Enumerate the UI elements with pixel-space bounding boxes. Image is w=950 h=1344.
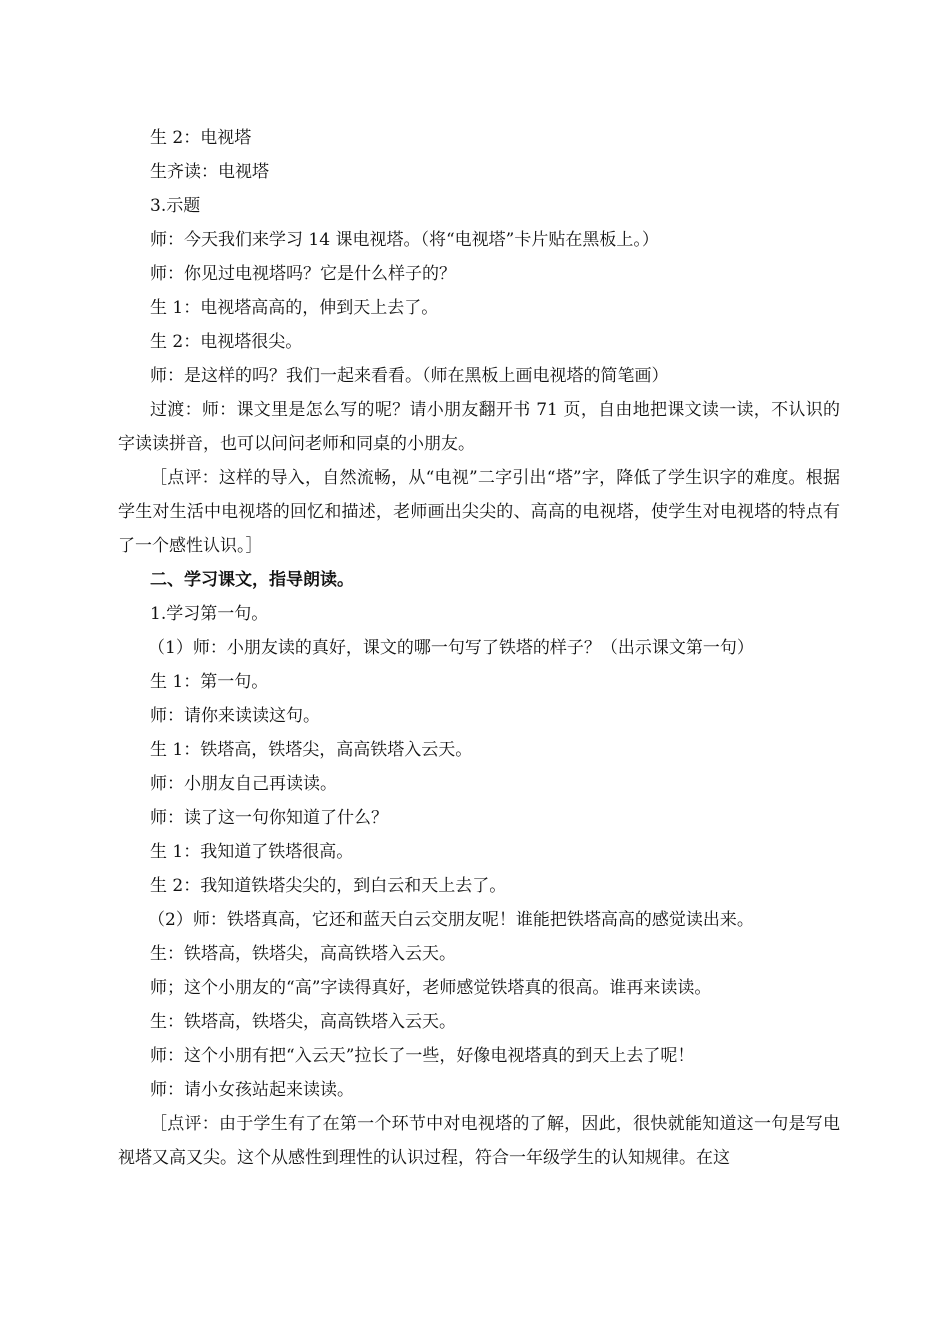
dialogue-line: 师；这个小朋友的“高”字读得真好，老师感觉铁塔真的很高。谁再来读读。	[150, 978, 712, 998]
dialogue-line: 生 1：铁塔高，铁塔尖，高高铁塔入云天。	[150, 740, 473, 760]
dialogue-line: 师：你见过电视塔吗？它是什么样子的？	[150, 264, 456, 284]
dialogue-line: 生：铁塔高，铁塔尖，高高铁塔入云天。	[150, 1012, 456, 1032]
transition-paragraph: 过渡：师：课文里是怎么写的呢？请小朋友翻开书 71 页，自由地把课文读一读，不认识的字读读拼音，也可以问问老师和同桌的小朋友。	[118, 400, 840, 454]
dialogue-line: 生 2：我知道铁塔尖尖的，到白云和天上去了。	[150, 876, 507, 896]
dialogue-line: 师：请小女孩站起来读读。	[150, 1080, 354, 1100]
dialogue-line: 师：小朋友自己再读读。	[150, 774, 337, 794]
dialogue-line: 生 2：电视塔很尖。	[150, 332, 303, 352]
dialogue-line: 师：请你来读读这句。	[150, 706, 320, 726]
dialogue-line: 师：读了这一句你知道了什么？	[150, 808, 388, 828]
dialogue-line: （1）师：小朋友读的真好，课文的哪一句写了铁塔的样子？（出示课文第一句）	[148, 638, 754, 658]
dialogue-line: 生齐读：电视塔	[150, 162, 269, 182]
dialogue-line: 生：铁塔高，铁塔尖，高高铁塔入云天。	[150, 944, 456, 964]
dialogue-line: 师：今天我们来学习 14 课电视塔。（将“电视塔”卡片贴在黑板上。）	[150, 230, 659, 250]
dialogue-line: 生 1：我知道了铁塔很高。	[150, 842, 354, 862]
dialogue-line: 生 1：电视塔高高的，伸到天上去了。	[150, 298, 439, 318]
comment-paragraph: ［点评：由于学生有了在第一个环节中对电视塔的了解，因此，很快就能知道这一句是写电视塔又高又尖。这个从感性到理性的认识过程，符合一年级学生的认知规律。在这	[118, 1114, 840, 1168]
dialogue-line: 生 2：电视塔	[150, 128, 252, 148]
step-heading: 1.学习第一句。	[150, 604, 269, 624]
comment-paragraph: ［点评：这样的导入，自然流畅，从“电视”二字引出“塔”字，降低了学生识字的难度。根据学生对生活中电视塔的回忆和描述，老师画出尖尖的、高高的电视塔，使学生对电视塔的特点有了一个感性认识。］	[118, 468, 840, 556]
dialogue-line: （2）师：铁塔真高，它还和蓝天白云交朋友呢！谁能把铁塔高高的感觉读出来。	[148, 910, 754, 930]
section-heading: 二、学习课文，指导朗读。	[150, 570, 354, 590]
document-body	[118, 121, 840, 1175]
dialogue-line: 师：这个小朋有把“入云天”拉长了一些，好像电视塔真的到天上去了呢！	[150, 1046, 695, 1066]
dialogue-line: 生 1：第一句。	[150, 672, 269, 692]
step-heading: 3.示题	[150, 196, 201, 216]
dialogue-line: 师：是这样的吗？我们一起来看看。（师在黑板上画电视塔的简笔画）	[150, 366, 669, 386]
